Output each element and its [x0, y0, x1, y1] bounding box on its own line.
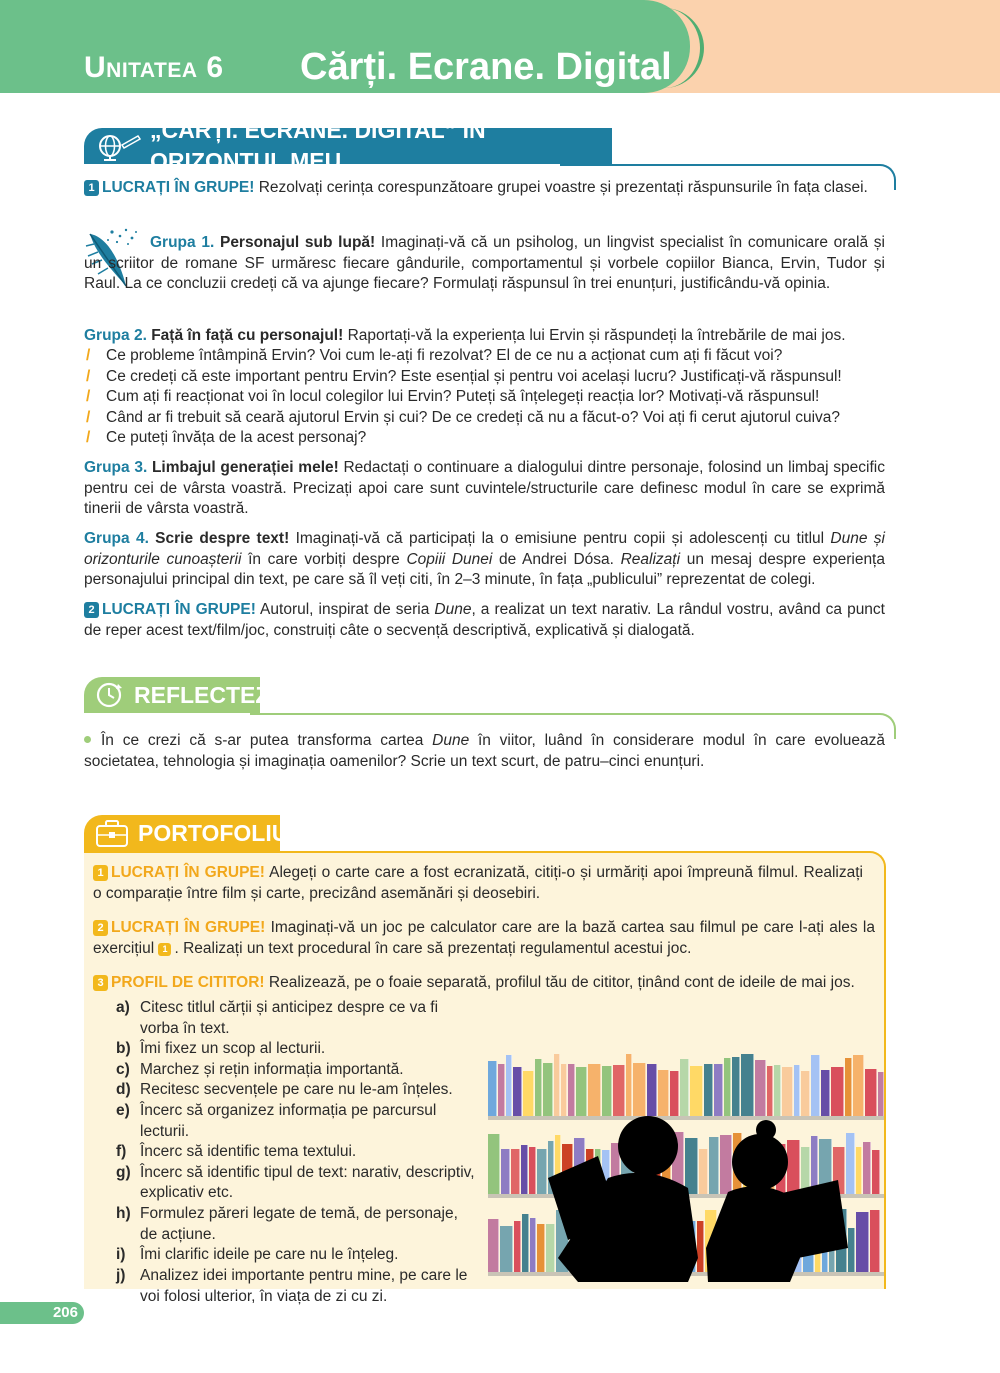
- book-spine: [863, 1142, 871, 1194]
- list-item: c) Marchez și rețin informația importantă.: [116, 1060, 404, 1078]
- exercise-label: LUCRAȚI ÎN GRUPE!: [111, 864, 265, 881]
- exercise-number: 3: [93, 975, 108, 991]
- list-item: a) Citesc titlul cărții și anticipez despre ce va fi vorba în text.: [116, 999, 439, 1037]
- book-spine: [741, 1054, 754, 1116]
- portfolio-exercise-1: 1 LUCRAȚI ÎN GRUPE! Alegeți o carte care a fost ecranizată, citiți-o și urmăriți apoi împreună filmul. Realizați o comparație între film și carte, precizând asemănări și deosebiri.: [93, 864, 863, 902]
- group-1: [84, 233, 885, 295]
- book-spine: [530, 1218, 536, 1272]
- list-item: j) Analizez idei importante pentru mine, pe care le voi folosi ulterior, în viața de zi cu zi.: [116, 1266, 468, 1305]
- book-spine: [511, 1149, 520, 1194]
- list-item: / Ce probleme întâmpină Ervin? Voi cum le-ați fi rezolvat? El de ce nu a acționat cum ați fi făcut voi?: [86, 347, 783, 364]
- list-item: g) Încerc să identific tipul de text: narativ, descriptiv, explicativ etc.: [116, 1163, 475, 1202]
- group-text: Redactați o continuare a dialogului dintre personaje, folosind un limbaj specific pentru cei de vârsta voastră. Precizați apoi care sunt cuvintele/structurile care definesc modul în care se exprimă tinerii de vârsta voastră.: [84, 459, 885, 518]
- group-2-questions: [84, 346, 894, 449]
- page-number: 206: [0, 1302, 84, 1324]
- book-spine: [626, 1054, 632, 1116]
- exercise-text: Rezolvați cerința corespunzătoare grupei voastre și prezentați răspunsurile în fața clasei.: [254, 179, 868, 196]
- briefcase-icon: [94, 818, 130, 848]
- exercise-label: LUCRAȚI ÎN GRUPE!: [102, 179, 255, 196]
- exercise-number: 1: [93, 865, 108, 881]
- list-item: e) Încerc să organizez informația pe parcursul lecturii.: [116, 1102, 437, 1140]
- list-item: / Ce credeți că este important pentru Ervin? Este esențial și pentru voi același lucru? Justificați-vă răspunsul!: [86, 367, 842, 385]
- section-title: „CĂRȚI. ECRANE. DIGITAL” ÎN ORIZONTUL MEU: [150, 117, 486, 174]
- book-spine: [522, 1214, 529, 1272]
- list-item: h) Formulez păreri legate de temă, de personaje, de acțiune.: [116, 1205, 458, 1243]
- group-label: Grupa 4.: [84, 530, 149, 547]
- reflect-text: În ce crezi că s-ar putea transforma cartea Dune în viitor, luând în considerare modul în care evoluează societatea, tehnologia și imaginația oamenilor? Scrie un text scurt, de patru–cinci enunțuri.: [84, 732, 886, 770]
- group-label: Grupa 1.: [150, 234, 215, 251]
- unit-label: Unitatea 6: [84, 51, 224, 84]
- group-label: Grupa 2.: [84, 327, 147, 344]
- list-item: d) Recitesc secvențele pe care nu le-am înțeles.: [116, 1081, 453, 1099]
- exercise-label: PROFIL DE CITITOR!: [111, 974, 265, 991]
- group-title: Față în față cu personajul!: [146, 327, 344, 344]
- book-spine: [811, 1055, 820, 1116]
- group-title: Personajul sub lupă!: [214, 234, 376, 251]
- shelf-row-1: [488, 1052, 884, 1116]
- section-heading-reflectez: [84, 677, 270, 713]
- list-item: / Cum ați fi reacționat voi în locul colegilor lui Ervin? Puteți să înțelegeți reacția lor? Motivați-vă răspunsul!: [86, 388, 820, 406]
- group-title: Scrie despre text!: [148, 530, 290, 547]
- page-title: Cărți. Ecrane. Digital: [300, 46, 672, 88]
- bullet-dot: [84, 736, 91, 743]
- book-spine: [501, 1149, 510, 1194]
- book-spine: [521, 1145, 528, 1194]
- exercise-number: 2: [93, 920, 108, 936]
- exercise-ref: 1: [158, 943, 171, 956]
- list-item: / Când ar fi trebuit să ceară ajutorul Ervin și cui? De ce credeți că nu a făcut-o? Voi ați fi cerut ajutorul cuiva?: [86, 408, 841, 426]
- book-spine: [865, 1069, 877, 1116]
- book-spine: [872, 1150, 880, 1194]
- group-3: [84, 458, 885, 520]
- book-spine: [853, 1055, 864, 1116]
- group-text: Imaginați-vă că un psiholog, un lingvist specialist în comunicare orală și un scriitor de romane SF urmăresc fiecare gândurile, comportamentul și vorbele copiilor Bianca, Ervin, Tudor și Raul. La ce concluzii credeți că va ajunge fiecare? Formulați răspunsul în trei enunțuri, justificându-vă opinia.: [84, 234, 886, 293]
- book-spine: [488, 1219, 499, 1272]
- group-label: Grupa 3.: [84, 459, 148, 476]
- book-spine: [878, 1072, 884, 1116]
- globe-pen-icon: [96, 131, 142, 161]
- exercise-number: 1: [84, 180, 99, 196]
- portfolio-exercise-3: 3 PROFIL DE CITITOR! Realizează, pe o foaie separată, profilul tău de cititor, ținând cont de ideile de mai jos.: [93, 973, 883, 994]
- exercise-1: [84, 178, 885, 199]
- book-spine: [513, 1067, 522, 1116]
- list-item: / Ce puteți învăța de la acest personaj?: [86, 429, 367, 447]
- group-2: [84, 326, 885, 347]
- book-spine: [506, 1055, 512, 1116]
- book-spine: [870, 1210, 880, 1272]
- book-spine: [488, 1134, 500, 1194]
- reader-profile-list: [116, 998, 476, 1307]
- section-heading-orizont: [84, 117, 612, 174]
- book-spine: [523, 1071, 534, 1116]
- group-4: Grupa 4. Scrie despre text! Imaginați-vă că participați la o emisiune pentru copii și adolescenți cu titlul Dune și orizonturile cunoașterii în care vorbiți despre Copiii Dunei de Andrei Dósa. Realizați un mesaj despre experiența personajului principal din text, pe care să îl veți citi, în 2–3 minute, în fața „publicului” reprezentat de colegi.: [84, 530, 885, 589]
- list-item: i) Îmi clarific ideile pe care nu le înțeleg.: [116, 1246, 399, 1264]
- children-reading-silhouette: [538, 1108, 858, 1282]
- book-spine: [554, 1054, 560, 1116]
- reflect-icon: [94, 680, 126, 710]
- exercise-label: LUCRAȚI ÎN GRUPE!: [111, 919, 266, 936]
- exercise-label: LUCRAȚI ÎN GRUPE!: [102, 601, 256, 618]
- exercise-number: 2: [84, 602, 99, 618]
- book-spine: [529, 1147, 536, 1194]
- group-title: Limbajul generației mele!: [147, 459, 339, 476]
- group-text: Raportați-vă la experiența lui Ervin și răspundeți la întrebările de mai jos.: [343, 327, 846, 344]
- book-spine: [514, 1221, 521, 1272]
- section-heading-portofoliu: [84, 815, 289, 851]
- list-item: f) Încerc să identific tema textului.: [116, 1143, 357, 1161]
- section-title: PORTOFOLIU: [138, 819, 289, 846]
- book-spine: [488, 1061, 497, 1116]
- book-spine: [500, 1226, 513, 1272]
- exercise-2: 2 LUCRAȚI ÎN GRUPE! Autorul, inspirat de seria Dune, a realizat un text narativ. La rândul vostru, având ca punct de reper acest text/film/joc, construiți câte o secvență descriptivă, explicativă și dialogată.: [84, 601, 885, 639]
- section-title: REFLECTEZ: [134, 681, 270, 708]
- bookshelf-illustration: [488, 1052, 884, 1282]
- book-spine: [498, 1064, 505, 1116]
- list-item: b) Îmi fixez un scop al lecturii.: [116, 1040, 326, 1058]
- portfolio-exercise-2: 2 LUCRAȚI ÎN GRUPE! Imaginați-vă un joc pe calculator care are la bază cartea sau filmul pe care l-ați ales la exercițiul 1 . Realizați un text procedural în care să prezentați regulamentul acestui joc.: [93, 919, 875, 957]
